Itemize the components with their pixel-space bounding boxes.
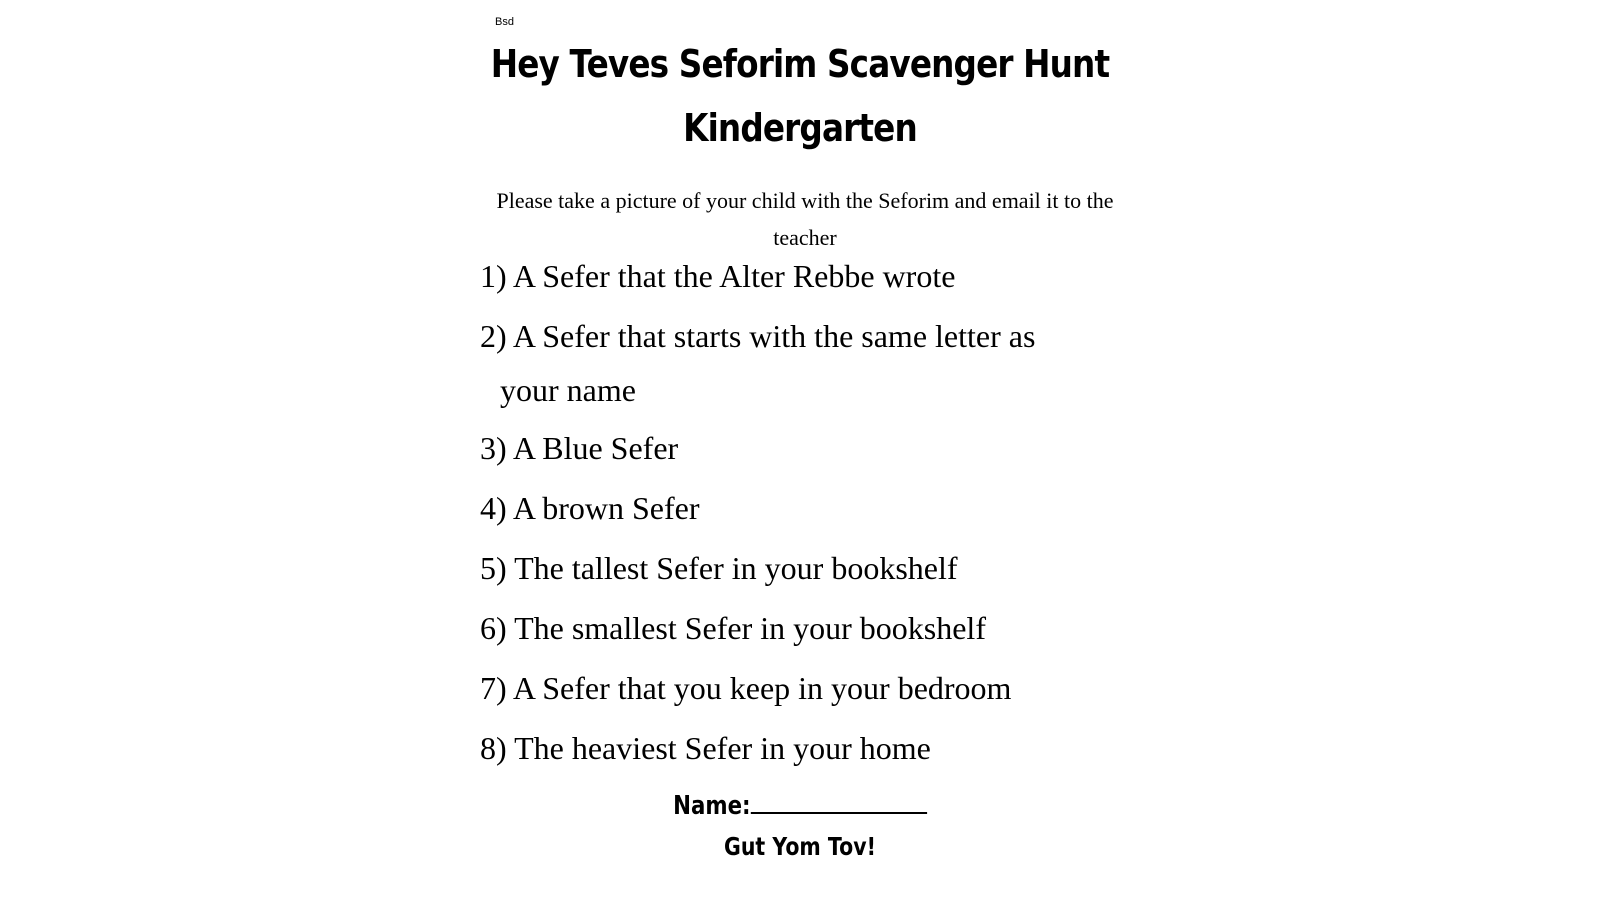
list-item [480, 490, 700, 527]
list-item-text: 7) A Sefer that you keep in your bedroom [480, 670, 1012, 706]
list-item [480, 258, 955, 295]
bsd-header: Bsd [495, 16, 514, 28]
name-label: Name: [673, 791, 751, 821]
closing-greeting: Gut Yom Tov! [724, 832, 876, 861]
instructions-line-2: teacher [773, 225, 837, 250]
list-item-text: 2) A Sefer that starts with the same letter as [480, 318, 1036, 354]
name-blank-line[interactable] [751, 788, 927, 814]
list-item-continuation: your name [500, 372, 636, 408]
list-item-text: 8) The heaviest Sefer in your home [480, 730, 931, 766]
list-item [480, 610, 986, 647]
name-field [144, 788, 1456, 821]
list-item-text: 3) A Blue Sefer [480, 430, 679, 466]
page-title: Hey Teves Seforim Scavenger Hunt [490, 42, 1110, 86]
page-subtitle: Kindergarten [683, 106, 917, 150]
list-item [480, 670, 1011, 707]
instructions [480, 182, 1130, 256]
list-item-text: 4) A brown Sefer [480, 490, 700, 526]
instructions-line-1: Please take a picture of your child with the Seforim and email it to the [496, 188, 1114, 213]
list-item-text: 6) The smallest Sefer in your bookshelf [480, 610, 986, 646]
list-item [480, 318, 1035, 409]
list-item-text: 1) A Sefer that the Alter Rebbe wrote [480, 258, 956, 294]
list-item [480, 430, 678, 467]
list-item-text: 5) The tallest Sefer in your bookshelf [480, 550, 958, 586]
list-item [480, 550, 958, 587]
list-item [480, 730, 931, 767]
